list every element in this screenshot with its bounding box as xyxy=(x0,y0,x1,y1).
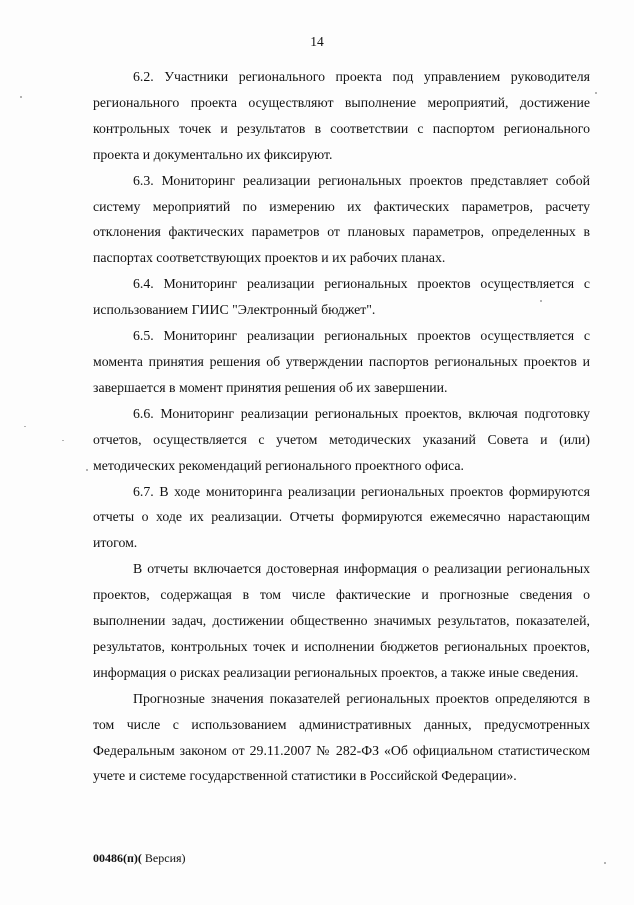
paragraph-6-3: 6.3. Мониторинг реализации региональных проектов представляет собой систему мероприятий по измерению их фактических параметров, расчету отклонения фактических параметров от плановых параметров, определенных в паспортах соответствующих проектов и их рабочих планах. xyxy=(93,172,590,266)
paragraph-report-contents: В отчеты включается достоверная информация о реализации региональных проектов, содержащая в том числе фактические и прогнозные сведения о выполнении задач, достижении общественно значимых результатов, показателей, результатов, контрольных точек и исполнении бюджетов региональных проектов, информация о рисках реализации региональных проектов, а также иные сведения. xyxy=(93,561,590,680)
scan-speck xyxy=(604,862,606,864)
scan-speck xyxy=(24,426,26,427)
paragraph-6-6: 6.6. Мониторинг реализации региональных проектов, включая подготовку отчетов, осуществляется с учетом методических указаний Совета и (или) методических рекомендаций регионального проектного офиса. xyxy=(93,405,590,473)
footer-code: 00486(п)( xyxy=(93,851,142,865)
document-footer xyxy=(93,851,186,866)
paragraph-6-2: 6.2. Участники регионального проекта под управлением руководителя регионального проекта осуществляют выполнение мероприятий, достижение контрольных точек и результатов в соответствии с паспортом регионального проекта и документально их фиксируют. xyxy=(93,69,590,162)
scan-speck xyxy=(595,92,597,94)
paragraph-6-4: 6.4. Мониторинг реализации региональных проектов осуществляется с использованием ГИИС "Электронный бюджет". xyxy=(93,276,590,318)
scan-speck xyxy=(62,440,64,441)
document-body xyxy=(93,64,590,789)
page-number: 14 xyxy=(310,34,324,49)
scan-speck xyxy=(20,96,22,98)
paragraph-6-7: 6.7. В ходе мониторинга реализации региональных проектов формируются отчеты о ходе их реализации. Отчеты формируются ежемесячно нарастающим итогом. xyxy=(93,483,590,551)
paragraph-6-5: 6.5. Мониторинг реализации региональных проектов осуществляется с момента принятия решения об утверждении паспортов региональных проектов и завершается в момент принятия решения об их завершении. xyxy=(93,328,590,395)
paragraph-forecast-values: Прогнозные значения показателей региональных проектов определяются в том числе с использованием административных данных, предусмотренных Федеральным законом от 29.11.2007 № 282-ФЗ «Об официальном статистическом учете и системе государственной статистики в Российской Федерации». xyxy=(93,690,590,784)
scan-speck xyxy=(540,300,542,302)
footer-version: Версия) xyxy=(141,851,186,865)
scan-speck xyxy=(86,469,88,471)
